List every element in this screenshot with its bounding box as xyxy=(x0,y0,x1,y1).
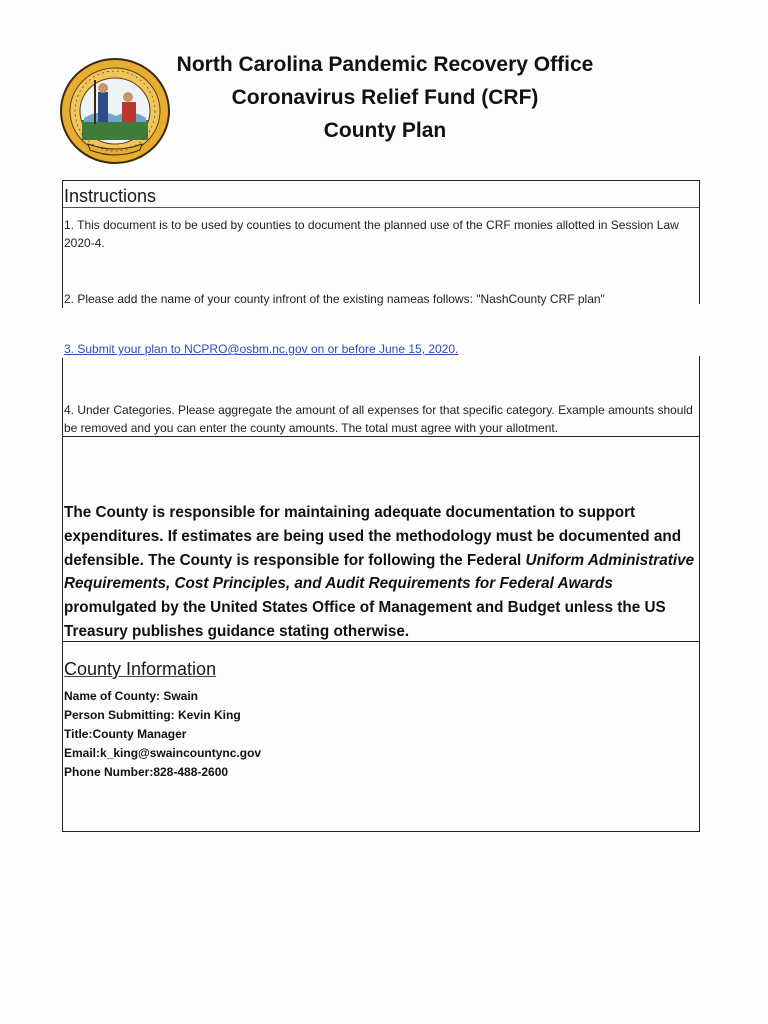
submitter-phone: Phone Number:828-488-2600 xyxy=(64,765,229,779)
person-submitting: Person Submitting: Kevin King xyxy=(64,708,241,722)
notice-text-2: promulgated by the United States Office of Management and Budget unless the US Treasury publishes guidance stating otherwise. xyxy=(64,599,666,640)
box-right-border-b xyxy=(699,356,700,832)
seal-icon xyxy=(60,58,170,164)
county-information-list xyxy=(64,687,261,782)
instruction-1: 1. This document is to be used by counties to document the planned use of the CRF monies allotted in Session Law 2020-4. xyxy=(64,218,679,250)
notice-italic-title: Uniform Administrative Requirements, Cost Principles, and Audit Requirements for Federal Awards xyxy=(64,551,695,593)
nc-state-seal xyxy=(60,58,170,164)
box-left-border-a xyxy=(62,180,63,308)
box-top-border xyxy=(62,180,700,181)
submit-plan-link[interactable]: 3. Submit your plan to NCPRO@osbm.nc.gov on or before June 15, 2020. xyxy=(64,342,459,356)
county-name: Name of County: Swain xyxy=(64,689,199,703)
title-line-3: County Plan xyxy=(323,119,447,142)
submitter-title: Title:County Manager xyxy=(64,727,187,741)
box-left-border-b xyxy=(62,358,63,832)
instructions-rule xyxy=(63,207,699,208)
instruction-3 xyxy=(64,340,694,358)
county-information-heading: County Information xyxy=(64,659,217,679)
title-line-1: North Carolina Pandemic Recovery Office xyxy=(176,53,594,76)
submitter-email: Email:k_king@swaincountync.gov xyxy=(64,746,262,760)
notice-text-1: The County is responsible for maintaining adequate documentation to support expenditures. If estimates are being used the methodology must be documented and defensible. The County is responsible for following the Federal xyxy=(64,504,682,569)
instructions-heading: Instructions xyxy=(64,186,157,206)
compliance-notice xyxy=(64,501,696,644)
instruction-4: 4. Under Categories. Please aggregate the amount of all expenses for that specific category. Example amounts should be removed and you can enter the county amounts. The total must agree with your allotment. xyxy=(64,403,693,435)
document-title xyxy=(160,48,610,147)
box-right-border-a xyxy=(699,180,700,304)
box-bottom-border xyxy=(62,831,700,832)
title-line-2: Coronavirus Relief Fund (CRF) xyxy=(231,86,539,109)
instruction-2: 2. Please add the name of your county infront of the existing nameas follows: "NashCounty CRF plan" xyxy=(64,292,605,306)
